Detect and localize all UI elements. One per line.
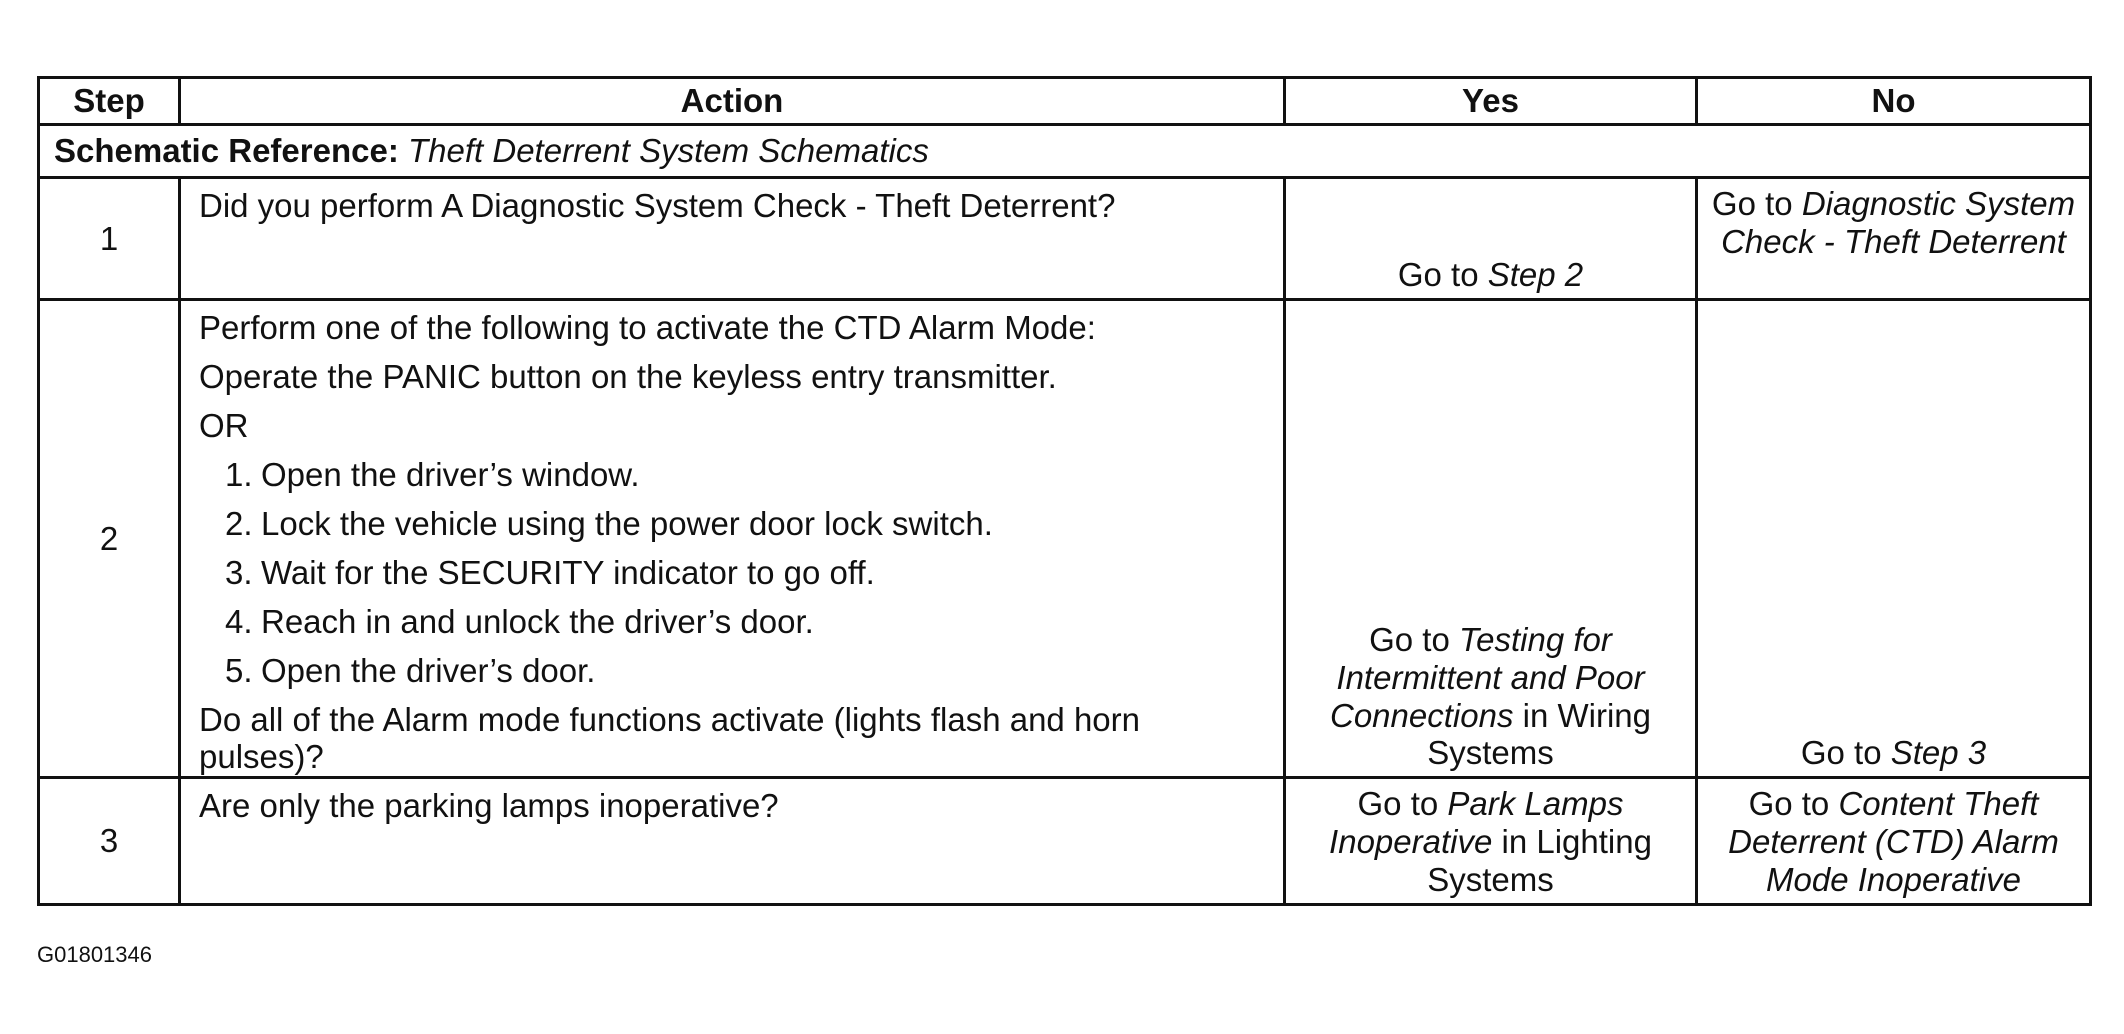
action-step-list: [199, 456, 1269, 690]
action-text: [180, 300, 1285, 778]
yes-prefix: Go to: [1397, 256, 1488, 294]
yes-reference: Testing for Intermittent and Poor Connections: [1330, 620, 1645, 734]
figure-id: G01801346: [37, 942, 152, 967]
list-item: 5. Open the driver’s door.: [225, 651, 596, 689]
list-item: 2. Lock the vehicle using the power door lock switch.: [225, 504, 993, 542]
action-text: Are only the parking lamps inoperative?: [180, 778, 1285, 905]
action-text: Did you perform A Diagnostic System Check - Theft Deterrent?: [180, 178, 1285, 300]
schematic-reference-value: Theft Deterrent System Schematics: [408, 132, 929, 170]
list-item: 3. Wait for the SECURITY indicator to go off.: [225, 553, 875, 591]
yes-prefix: Go to: [1369, 620, 1459, 658]
no-reference: Content Theft Deterrent (CTD) Alarm Mode Inoperative: [1728, 785, 2059, 899]
yes-prefix: Go to: [1357, 785, 1448, 823]
header-step: Step: [39, 78, 180, 125]
schematic-reference: [39, 125, 2091, 178]
yes-result: [1285, 778, 1697, 905]
header-row: [39, 78, 2091, 125]
yes-reference: Step 2: [1487, 256, 1584, 294]
yes-result: [1285, 300, 1697, 778]
table-row: [39, 300, 2091, 778]
no-prefix: Go to: [1748, 785, 1839, 823]
action-or: OR: [199, 406, 249, 444]
table-row: [39, 178, 2091, 300]
step-number: 2: [39, 300, 180, 778]
no-prefix: Go to: [1800, 734, 1891, 772]
yes-suffix: in Wiring Systems: [1427, 696, 1651, 772]
step-number: 3: [39, 778, 180, 905]
no-reference: Step 3: [1890, 734, 1987, 772]
yes-result: [1285, 178, 1697, 300]
yes-reference: Park Lamps Inoperative: [1329, 785, 1624, 861]
header-yes: Yes: [1285, 78, 1697, 125]
no-result: [1697, 178, 2091, 300]
no-reference: Diagnostic System Check - Theft Deterrent: [1721, 185, 2076, 260]
action-intro: Perform one of the following to activate the CTD Alarm Mode:: [199, 309, 1096, 346]
diagnostic-table: [37, 76, 2092, 906]
yes-suffix: in Lighting Systems: [1427, 823, 1652, 899]
schematic-reference-row: [39, 125, 2091, 178]
header-no: No: [1697, 78, 2091, 125]
no-result: [1697, 778, 2091, 905]
list-item: 1. Open the driver’s window.: [225, 455, 640, 493]
list-item: 4. Reach in and unlock the driver’s door.: [225, 602, 814, 640]
schematic-reference-label: Schematic Reference:: [54, 132, 399, 170]
no-prefix: Go to: [1711, 185, 1802, 222]
action-option: Operate the PANIC button on the keyless entry transmitter.: [199, 357, 1057, 395]
step-number: 1: [39, 178, 180, 300]
table-row: [39, 778, 2091, 905]
action-question: Do all of the Alarm mode functions activate (lights flash and horn pulses)?: [199, 700, 1140, 776]
no-result: [1697, 300, 2091, 778]
header-action: Action: [180, 78, 1285, 125]
